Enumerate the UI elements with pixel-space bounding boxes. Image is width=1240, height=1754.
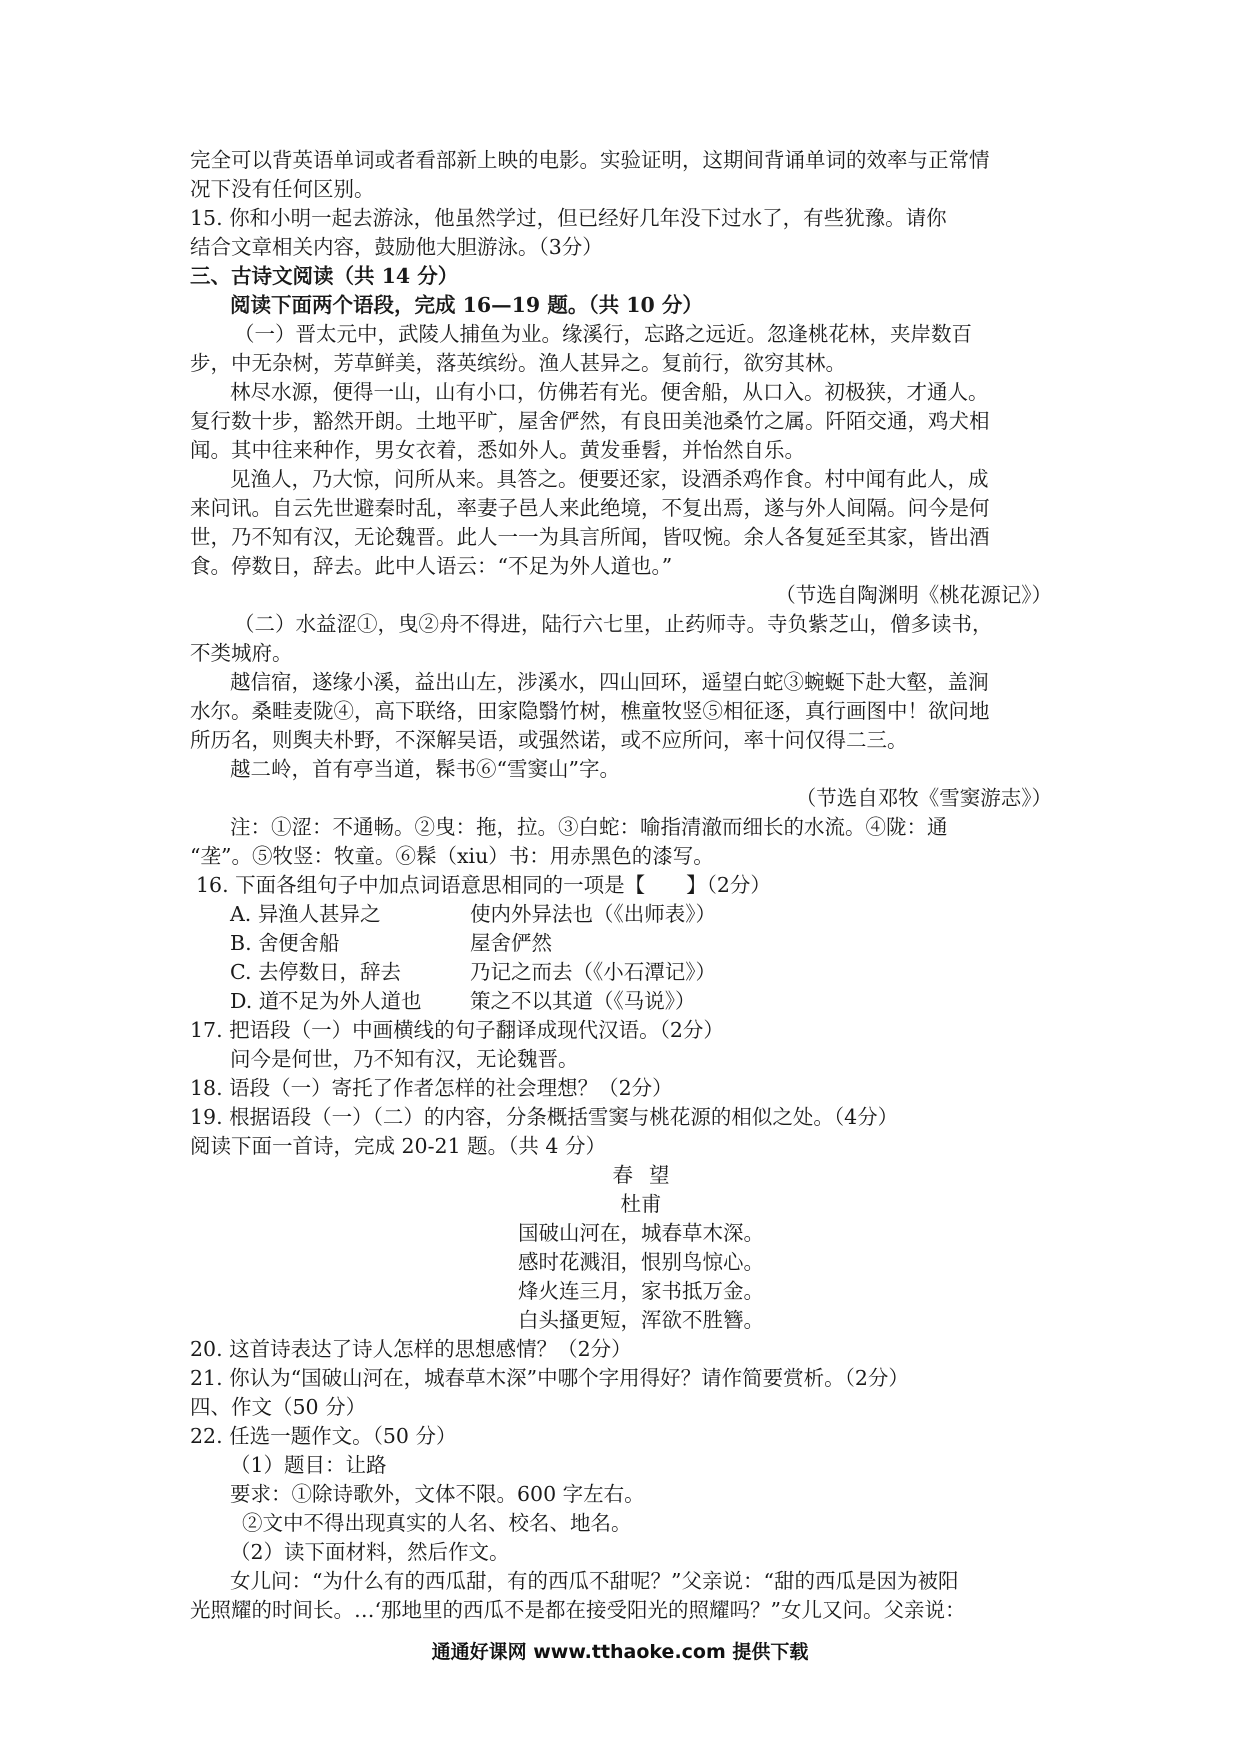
- option-word: 不足为外人道也: [278, 989, 422, 1013]
- poem-author: 杜甫: [620, 1192, 662, 1216]
- passage-1-line: （一）晋太元中，武陵人捕鱼为业。缘溪行，忘路之远近。忽逢桃花林，夹岸数百: [234, 322, 972, 346]
- option-b: [190, 929, 1052, 958]
- option-key: B. 舍: [230, 931, 279, 955]
- poem-verse: 烽火连三月，家书抵万金。: [518, 1279, 764, 1303]
- question-17-sentence: 问今是何世，乃不知有汉，无论魏晋。: [230, 1047, 579, 1071]
- option-example: 乃记之而去（《小石潭记》）: [470, 960, 716, 984]
- essay-requirement: ②文中不得出现真实的人名、校名、地名。: [242, 1511, 632, 1535]
- option-word: 停数日，辞去: [278, 960, 401, 984]
- poem-title: [190, 1161, 1052, 1190]
- passage-1-line: 步，中无杂树，芳草鲜美，落英缤纷。渔人甚异之。复前行，欲穷其林。: [190, 351, 846, 375]
- passage-1-line: 世，乃不知有汉，无论魏晋。此人一一为具言所闻，皆叹惋。余人各复延至其家，皆出酒: [190, 525, 990, 549]
- essay-topic-1: （1）题目：让路: [230, 1453, 387, 1477]
- text-line: 况下没有任何区别。: [190, 177, 375, 201]
- option-example: 策之不以其道（《马说》）: [470, 989, 696, 1013]
- passage-2-line: 越二岭，首有亭当道，髹书⑥“雪窦山”字。: [230, 757, 620, 781]
- question-16: 16. 下面各组句子中加点词语意思相同的一项是【 】（2分）: [196, 873, 771, 897]
- passage-1-line: 闻。其中往来种作，男女衣着，悉如外人。黄发垂髫，并怡然自乐。: [190, 438, 805, 462]
- question-22: 22. 任选一题作文。（50 分）: [190, 1424, 457, 1448]
- option-key: C. 去: [230, 960, 279, 984]
- download-footer: 通通好课网 www.tthaoke.com 提供下载: [431, 1641, 809, 1663]
- passage-2-line: 水尔。桑畦麦陇④，高下联络，田家隐翳竹树，樵童牧竖⑤相征逐，真行画图中！欲问地: [190, 699, 990, 723]
- poem-title-text: 春望: [612, 1163, 686, 1187]
- question-19: 19. 根据语段（一）（二）的内容，分条概括雪窦与桃花源的相似之处。（4分）: [190, 1105, 899, 1129]
- section-heading-3: 三、古诗文阅读（共 14 分）: [190, 264, 459, 288]
- passage-1-line: 来问讯。自云先世避秦时乱，率妻子邑人来此绝境，不复出焉，遂与外人间隔。问今是何: [190, 496, 990, 520]
- passage-2-source: （节选自邓牧《雪窦游志》）: [795, 786, 1052, 810]
- section-heading-4: 四、作文（50 分）: [190, 1395, 367, 1419]
- text-line: 完全可以背英语单词或者看部新上映的电影。实验证明，这期间背诵单词的效率与正常情: [190, 148, 990, 172]
- poem-verse: 白头搔更短，浑欲不胜簪。: [518, 1308, 764, 1332]
- passage-2-line: 越信宿，遂缘小溪，益出山左，涉溪水，四山回环，遥望白蛇③蜿蜒下赴大壑，盖涧: [230, 670, 989, 694]
- question-21: 21. 你认为“国破山河在，城春草木深”中哪个字用得好？请作简要赏析。（2分）: [190, 1366, 909, 1390]
- text-line: 结合文章相关内容，鼓励他大胆游泳。（3分）: [190, 235, 603, 259]
- essay-topic-2: （2）读下面材料，然后作文。: [230, 1540, 510, 1564]
- passage-1-line: 复行数十步，豁然开朗。土地平旷，屋舍俨然，有良田美池桑竹之属。阡陌交通，鸡犬相: [190, 409, 990, 433]
- question-20: 20. 这首诗表达了诗人怎样的思想感情？（2分）: [190, 1337, 632, 1361]
- passage-1-line: 林尽水源，便得一山，山有小口，仿佛若有光。便舍船，从口入。初极狭，才通人。: [230, 380, 989, 404]
- option-c: [190, 958, 1052, 987]
- question-17: 17. 把语段（一）中画横线的句子翻译成现代汉语。（2分）: [190, 1018, 724, 1042]
- poem-verse: 国破山河在，城春草木深。: [518, 1221, 764, 1245]
- option-key: D. 道: [230, 989, 280, 1013]
- poem-verse: 感时花溅泪，恨别鸟惊心。: [518, 1250, 764, 1274]
- poem-instruction: 阅读下面一首诗，完成 20-21 题。（共 4 分）: [190, 1134, 606, 1158]
- passage-2-line: 所历名，则舆夫朴野，不深解吴语，或强然诺，或不应所问，率十问仅得二三。: [190, 728, 908, 752]
- option-example: 使内外异法也（《出师表》）: [470, 902, 716, 926]
- option-key: A. 异: [230, 902, 279, 926]
- option-d: [190, 987, 1052, 1016]
- passage-1-line: 食。停数日，辞去。此中人语云：“不足为外人道也。”: [190, 554, 673, 578]
- passage-1-source: （节选自陶渊明《桃花源记》）: [775, 583, 1052, 607]
- annotation-note: “垄”。⑤牧竖：牧童。⑥髹（xiu）书：用赤黑色的漆写。: [190, 844, 714, 868]
- passage-2-line: 不类城府。: [190, 641, 293, 665]
- document-body: [190, 146, 1052, 1625]
- option-a: [190, 900, 1052, 929]
- question-18: 18. 语段（一）寄托了作者怎样的社会理想？（2分）: [190, 1076, 673, 1100]
- option-example: 屋舍俨然: [470, 931, 552, 955]
- passage-1-line: 见渔人，乃大惊，问所从来。具答之。便要还家，设酒杀鸡作食。村中闻有此人，成: [230, 467, 989, 491]
- option-word: 渔人甚异之: [278, 902, 381, 926]
- question-15: 15. 你和小明一起去游泳，他虽然学过，但已经好几年没下过水了，有些犹豫。请你: [190, 206, 947, 230]
- reading-instruction: 阅读下面两个语段，完成 16—19 题。（共 10 分）: [230, 293, 703, 317]
- annotation-note: 注：①涩：不通畅。②曳：拖，拉。③白蛇：喻指清澈而细长的水流。④陇：通: [230, 815, 948, 839]
- essay-material: 光照耀的时间长。…‘那地里的西瓜不是都在接受阳光的照耀吗？”女儿又问。父亲说：: [190, 1598, 966, 1622]
- option-word: 便舍船: [278, 931, 340, 955]
- essay-material: 女儿问：“为什么有的西瓜甜，有的西瓜不甜呢？”父亲说：“甜的西瓜是因为被阳: [230, 1569, 959, 1593]
- essay-requirement: 要求：①除诗歌外，文体不限。600 字左右。: [230, 1482, 645, 1506]
- passage-2-line: （二）水益涩①，曳②舟不得进，陆行六七里，止药师寺。寺负紫芝山，僧多读书，: [234, 612, 993, 636]
